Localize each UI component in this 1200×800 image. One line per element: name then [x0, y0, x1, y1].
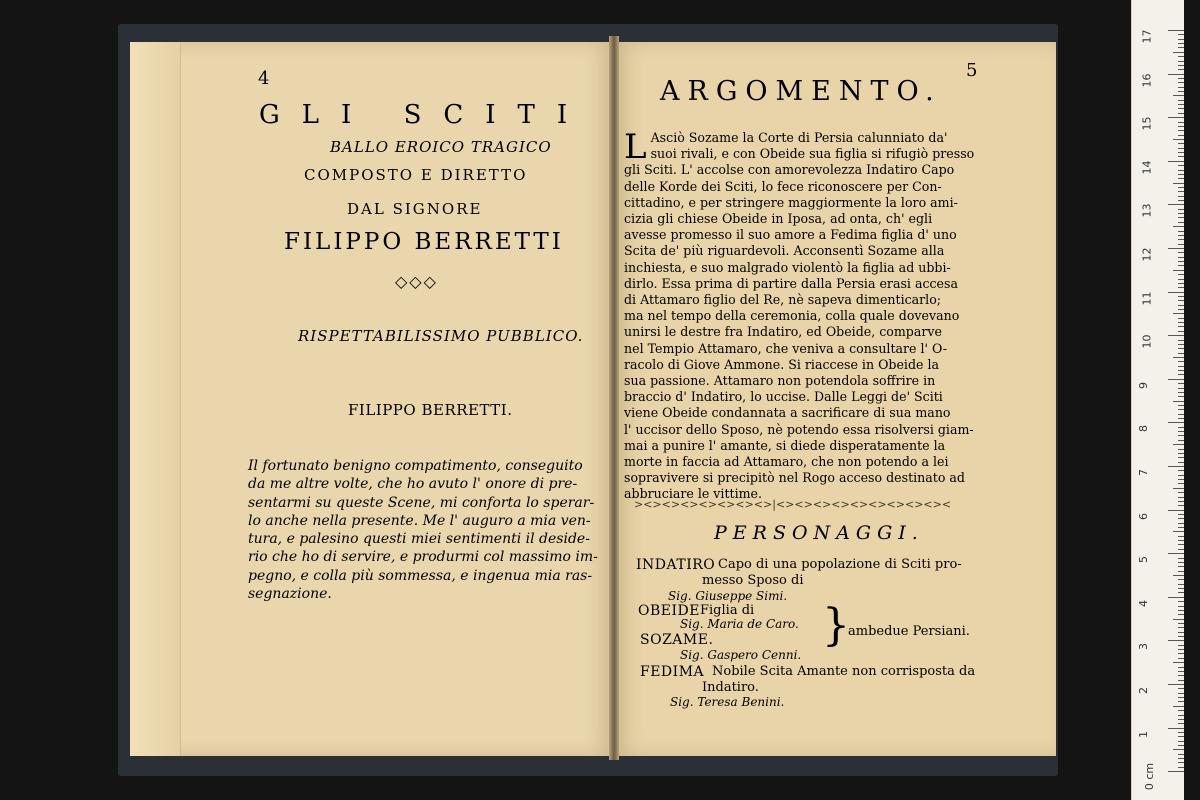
- ruler-tick: [1178, 501, 1184, 502]
- ruler-tick: [1178, 113, 1184, 114]
- ruler-tick: [1178, 736, 1184, 737]
- ruler-tick: [1178, 405, 1184, 406]
- ruler-number: 12: [1140, 247, 1154, 262]
- ruler-tick: [1178, 148, 1184, 149]
- text-line: nel Tempio Attamaro, che veniva a consultare l' O-: [624, 340, 948, 356]
- ruler-tick: [1178, 156, 1184, 157]
- ruler-tick: [1168, 771, 1184, 772]
- ruler-tick: [1178, 762, 1184, 763]
- ruler-tick: [1178, 344, 1184, 345]
- personaggi-title: PERSONAGGI.: [714, 522, 924, 544]
- ruler-tick: [1178, 719, 1184, 720]
- ruler-tick: [1173, 531, 1184, 532]
- ruler-tick: [1178, 279, 1184, 280]
- ruler-tick: [1178, 649, 1184, 650]
- ruler-tick: [1178, 723, 1184, 724]
- cast-note-persiani: ambedue Persiani.: [848, 624, 970, 639]
- cast-name-indatiro: INDATIRO: [636, 557, 716, 573]
- text-line: avesse promesso il suo amore a Fedima figlia d' uno: [624, 227, 957, 243]
- ruler-tick: [1178, 566, 1184, 567]
- ruler-tick: [1178, 653, 1184, 654]
- ruler-tick: [1173, 706, 1184, 707]
- ruler-tick: [1178, 309, 1184, 310]
- ruler-tick: [1178, 196, 1184, 197]
- ruler-tick: [1178, 222, 1184, 223]
- text-line: rio che ho di servire, e produrmi col massimo im-: [248, 549, 598, 566]
- ruler-tick: [1178, 427, 1184, 428]
- ruler-tick: [1168, 728, 1184, 729]
- ruler-tick: [1178, 514, 1184, 515]
- composed-line: COMPOSTO E DIRETTO: [304, 166, 528, 184]
- ruler-tick: [1178, 732, 1184, 733]
- ruler-tick: [1178, 497, 1184, 498]
- ruler-tick: [1178, 239, 1184, 240]
- ruler-tick: [1178, 645, 1184, 646]
- text-line: morte in faccia ad Attamaro, che non potendo a lei: [624, 454, 949, 470]
- ruler-tick: [1178, 257, 1184, 258]
- ruler-tick: [1178, 348, 1184, 349]
- ruler-tick: [1178, 200, 1184, 201]
- ruler-tick: [1178, 453, 1184, 454]
- ruler-tick: [1178, 213, 1184, 214]
- ruler-tick: [1173, 95, 1184, 96]
- ruler-tick: [1178, 457, 1184, 458]
- text-line: sua passione. Attamaro non potendola soffrire in: [624, 373, 936, 389]
- ruler-tick: [1178, 741, 1184, 742]
- ruler-tick: [1178, 658, 1184, 659]
- text-line: lo anche nella presente. Me l' auguro a mia ven-: [248, 512, 591, 529]
- cast-desc-indatiro: Capo di una popolazione di Sciti pro-: [718, 557, 962, 572]
- ruler-tick: [1168, 379, 1184, 380]
- ruler-tick: [1173, 357, 1184, 358]
- text-line: gli Sciti. L' accolse con amorevolezza Indatiro Capo: [624, 162, 955, 178]
- ruler-tick: [1178, 518, 1184, 519]
- ruler-number: 4: [1137, 599, 1150, 607]
- ruler-tick: [1178, 671, 1184, 672]
- ruler-tick: [1178, 87, 1184, 88]
- ruler-tick: [1178, 492, 1184, 493]
- ruler-tick: [1173, 270, 1184, 271]
- ruler-tick: [1178, 675, 1184, 676]
- ruler-tick: [1178, 231, 1184, 232]
- ruler-tick: [1178, 627, 1184, 628]
- ruler-tick: [1178, 374, 1184, 375]
- ruler-tick: [1178, 440, 1184, 441]
- subtitle: BALLO EROICO TRAGICO: [330, 138, 552, 156]
- argomento-title: ARGOMENTO.: [660, 76, 942, 107]
- cast-actor-caro: Sig. Maria de Caro.: [680, 617, 799, 631]
- ruler-tick: [1173, 313, 1184, 314]
- ruler-tick: [1178, 361, 1184, 362]
- ruler-tick: [1168, 248, 1184, 249]
- ruler-tick: [1178, 178, 1184, 179]
- ruler-tick: [1168, 684, 1184, 685]
- ornamental-rule: ><><><><><><><>|<><><><><><><><><><: [634, 498, 952, 511]
- ruler-tick: [1173, 488, 1184, 489]
- ruler-number: 6: [1137, 512, 1150, 520]
- ruler-tick: [1178, 536, 1184, 537]
- ruler-tick: [1168, 204, 1184, 205]
- text-line: l' uccisor dello Sposo, nè potendo essa risolversi giam-: [624, 421, 974, 437]
- ruler-tick: [1178, 305, 1184, 306]
- ruler-tick: [1178, 130, 1184, 131]
- ruler-tick: [1178, 579, 1184, 580]
- ruler-tick: [1178, 126, 1184, 127]
- ruler-tick: [1178, 366, 1184, 367]
- cast-name-sozame: SOZAME.: [640, 632, 714, 648]
- ruler-tick: [1178, 562, 1184, 563]
- ruler-tick: [1178, 261, 1184, 262]
- text-line: da me altre volte, che ho avuto l' onore di pre-: [248, 476, 578, 493]
- book-gutter: [609, 36, 619, 760]
- author-name: FILIPPO BERRETTI: [284, 229, 564, 255]
- ruler-tick: [1178, 396, 1184, 397]
- ruler-tick: [1178, 135, 1184, 136]
- ruler-tick: [1178, 61, 1184, 62]
- ruler-tick: [1178, 544, 1184, 545]
- text-line: pegno, e colla più sommessa, e ingenua mia ras-: [248, 567, 593, 584]
- ruler-tick: [1178, 122, 1184, 123]
- cast-actor-simi: Sig. Giuseppe Simi.: [668, 589, 788, 603]
- text-line: ma nel tempo della ceremonia, colla quale dovevano: [624, 308, 960, 324]
- text-line: di Attamaro figlio del Re, nè sapeva dimenticarlo;: [624, 292, 942, 308]
- cast-name-obeide: OBEIDE: [638, 603, 700, 619]
- ruler-tick: [1178, 435, 1184, 436]
- ruler-tick: [1178, 56, 1184, 57]
- ruler-tick: [1173, 226, 1184, 227]
- ruler-tick: [1168, 30, 1184, 31]
- ruler-tick: [1178, 39, 1184, 40]
- ruler-tick: [1178, 606, 1184, 607]
- cast-desc-fedima: Nobile Scita Amante non corrisposta da: [712, 664, 976, 679]
- ruler-tick: [1173, 52, 1184, 53]
- argomento-text: [624, 127, 996, 503]
- text-line: unirsi le destre fra Indatiro, ed Obeide, comparve: [624, 324, 942, 340]
- cast-desc-obeide: Figlia di: [700, 603, 755, 618]
- text-line: cittadino, e per stringere maggiormente la loro ami-: [624, 194, 958, 210]
- ruler-tick: [1173, 139, 1184, 140]
- ornament: ◇◇◇: [395, 272, 438, 291]
- page-number-left: 4: [258, 68, 270, 89]
- ruler-tick: [1178, 475, 1184, 476]
- ruler-tick: [1178, 65, 1184, 66]
- ruler-tick: [1178, 340, 1184, 341]
- cast-name-fedima: FEDIMA: [640, 664, 705, 680]
- ruler-tick: [1178, 470, 1184, 471]
- ruler-number: 11: [1140, 291, 1154, 306]
- text-line: mai a punire l' amante, si diede disperatamente la: [624, 437, 946, 453]
- measurement-ruler: [1131, 0, 1184, 800]
- ruler-tick: [1178, 326, 1184, 327]
- ruler-tick: [1168, 466, 1184, 467]
- ruler-tick: [1178, 274, 1184, 275]
- ruler-number: 9: [1137, 381, 1150, 389]
- ruler-tick: [1178, 170, 1184, 171]
- ruler-tick: [1178, 318, 1184, 319]
- ruler-number: 17: [1140, 29, 1154, 44]
- ruler-tick: [1178, 449, 1184, 450]
- ruler-tick: [1173, 662, 1184, 663]
- ruler-tick: [1178, 322, 1184, 323]
- ruler-tick: [1178, 143, 1184, 144]
- text-line: viene Obeide condannata a sacrificare di sua mano: [624, 405, 951, 421]
- ruler-tick: [1178, 523, 1184, 524]
- address-heading: RISPETTABILISSIMO PUBBLICO.: [298, 327, 584, 345]
- ruler-tick: [1178, 632, 1184, 633]
- ruler-tick: [1178, 715, 1184, 716]
- text-line: Scita de' più riguardevoli. Acconsentì Sozame alla: [624, 243, 945, 259]
- ruler-tick: [1178, 414, 1184, 415]
- ruler-tick: [1178, 745, 1184, 746]
- ruler-tick: [1178, 588, 1184, 589]
- ruler-tick: [1168, 117, 1184, 118]
- ruler-number: 8: [1137, 425, 1150, 433]
- ruler-tick: [1178, 47, 1184, 48]
- text-line: sentarmi su queste Scene, mi conforta lo sperar-: [248, 494, 595, 511]
- text-line: racolo di Giove Ammone. Si riaccese in Obeide la: [624, 356, 939, 372]
- ruler-tick: [1178, 601, 1184, 602]
- ruler-tick: [1178, 409, 1184, 410]
- cast-desc-fedima-2: Indatiro.: [702, 680, 759, 695]
- ruler-tick: [1178, 527, 1184, 528]
- page-number-right: 5: [966, 60, 978, 81]
- text-line: Il fortunato benigno compatimento, conseguito: [248, 458, 583, 474]
- ruler-tick: [1178, 370, 1184, 371]
- ruler-tick: [1178, 165, 1184, 166]
- signature: FILIPPO BERRETTI.: [348, 401, 513, 419]
- ruler-tick: [1168, 553, 1184, 554]
- ruler-tick: [1178, 479, 1184, 480]
- ruler-tick: [1168, 335, 1184, 336]
- ruler-tick: [1178, 265, 1184, 266]
- ruler-tick: [1178, 296, 1184, 297]
- ruler-tick: [1178, 100, 1184, 101]
- ruler-number: 5: [1137, 556, 1150, 564]
- ruler-tick: [1173, 619, 1184, 620]
- cast-desc-indatiro-2: messo Sposo di: [702, 573, 804, 588]
- page-edge: [130, 42, 181, 756]
- text-line: braccio d' Indatiro, lo uccise. Dalle Leggi de' Sciti: [624, 389, 943, 405]
- ruler-tick: [1178, 91, 1184, 92]
- ruler-tick: [1178, 418, 1184, 419]
- ruler-tick: [1178, 540, 1184, 541]
- ruler-tick: [1178, 754, 1184, 755]
- ruler-tick: [1178, 187, 1184, 188]
- ruler-tick: [1178, 217, 1184, 218]
- ruler-tick: [1178, 283, 1184, 284]
- dedication-text: [248, 457, 614, 603]
- ruler-number: 15: [1140, 116, 1154, 131]
- ruler-tick: [1168, 640, 1184, 641]
- ruler-tick: [1168, 597, 1184, 598]
- ruler-tick: [1178, 152, 1184, 153]
- ruler-tick: [1178, 558, 1184, 559]
- ruler-number: 13: [1140, 203, 1154, 218]
- ruler-tick: [1168, 510, 1184, 511]
- ruler-number: 7: [1137, 469, 1150, 476]
- ruler-tick: [1168, 422, 1184, 423]
- text-line: abbruciare le vittime.: [624, 486, 763, 502]
- ruler-tick: [1178, 610, 1184, 611]
- ruler-tick: [1173, 401, 1184, 402]
- ruler-tick: [1178, 34, 1184, 35]
- ruler-tick: [1178, 82, 1184, 83]
- text-line: tura, e palesino questi miei sentimenti il deside-: [248, 531, 590, 548]
- text-line: Asciò Sozame la Corte di Persia calunniato da': [650, 130, 948, 145]
- ruler-tick: [1178, 584, 1184, 585]
- text-line: suoi rivali, e con Obeide sua figlia si rifugiò presso: [650, 146, 975, 162]
- ruler-tick: [1178, 353, 1184, 354]
- ruler-unit-label: 0 cm: [1143, 762, 1157, 791]
- ruler-tick: [1178, 78, 1184, 79]
- ruler-tick: [1178, 549, 1184, 550]
- ruler-tick: [1173, 444, 1184, 445]
- ruler-number: 10: [1140, 334, 1154, 349]
- drop-cap: L: [624, 127, 647, 167]
- ruler-tick: [1178, 244, 1184, 245]
- ruler-tick: [1168, 74, 1184, 75]
- ruler-number: 3: [1137, 643, 1150, 651]
- ruler-tick: [1178, 483, 1184, 484]
- ruler-number: 2: [1137, 687, 1150, 694]
- ruler-tick: [1178, 431, 1184, 432]
- ruler-tick: [1178, 693, 1184, 694]
- ruler-tick: [1178, 69, 1184, 70]
- ruler-tick: [1178, 209, 1184, 210]
- text-line: delle Korde dei Sciti, lo fece riconoscere per Con-: [624, 178, 942, 194]
- ruler-tick: [1178, 701, 1184, 702]
- text-line: inchiesta, e suo malgrado violentò la figlia ad ubbi-: [624, 259, 951, 275]
- ruler-tick: [1178, 614, 1184, 615]
- ruler-tick: [1178, 392, 1184, 393]
- ruler-tick: [1178, 104, 1184, 105]
- ruler-tick: [1178, 623, 1184, 624]
- cast-actor-cenni: Sig. Gaspero Cenni.: [680, 648, 802, 662]
- ruler-tick: [1178, 767, 1184, 768]
- ruler-tick: [1178, 758, 1184, 759]
- ruler-tick: [1178, 592, 1184, 593]
- ruler-tick: [1178, 174, 1184, 175]
- ruler-tick: [1173, 183, 1184, 184]
- text-line: dirlo. Essa prima di partire dalla Persia erasi accesa: [624, 275, 958, 291]
- ruler-tick: [1178, 191, 1184, 192]
- ruler-tick: [1178, 710, 1184, 711]
- ruler-tick: [1178, 108, 1184, 109]
- ruler-number: 14: [1140, 160, 1154, 175]
- ruler-number: 16: [1140, 73, 1154, 88]
- ruler-tick: [1178, 688, 1184, 689]
- ruler-tick: [1178, 505, 1184, 506]
- ruler-tick: [1173, 749, 1184, 750]
- ruler-tick: [1178, 697, 1184, 698]
- page-title: GLI SCITI: [259, 100, 590, 130]
- ruler-tick: [1173, 575, 1184, 576]
- text-line: cizia gli chiese Obeide in Iposa, ad onta, ch' egli: [624, 211, 933, 227]
- text-line: sopravivere si precipitò nel Rogo acceso destinato ad: [624, 470, 965, 486]
- ruler-tick: [1178, 388, 1184, 389]
- signore-line: DAL SIGNORE: [347, 200, 483, 218]
- ruler-tick: [1178, 462, 1184, 463]
- ruler-tick: [1178, 667, 1184, 668]
- ruler-tick: [1178, 636, 1184, 637]
- ruler-tick: [1178, 252, 1184, 253]
- ruler-tick: [1178, 680, 1184, 681]
- ruler-tick: [1168, 292, 1184, 293]
- ruler-tick: [1178, 383, 1184, 384]
- ruler-number: 1: [1137, 730, 1150, 738]
- ruler-tick: [1178, 287, 1184, 288]
- cast-actor-benini: Sig. Teresa Benini.: [670, 695, 785, 709]
- ruler-tick: [1178, 235, 1184, 236]
- grouping-brace: }: [822, 600, 850, 651]
- ruler-tick: [1178, 43, 1184, 44]
- ruler-tick: [1178, 331, 1184, 332]
- ruler-tick: [1178, 571, 1184, 572]
- ruler-tick: [1178, 300, 1184, 301]
- ruler-tick: [1168, 161, 1184, 162]
- text-line: segnazione.: [248, 586, 332, 603]
